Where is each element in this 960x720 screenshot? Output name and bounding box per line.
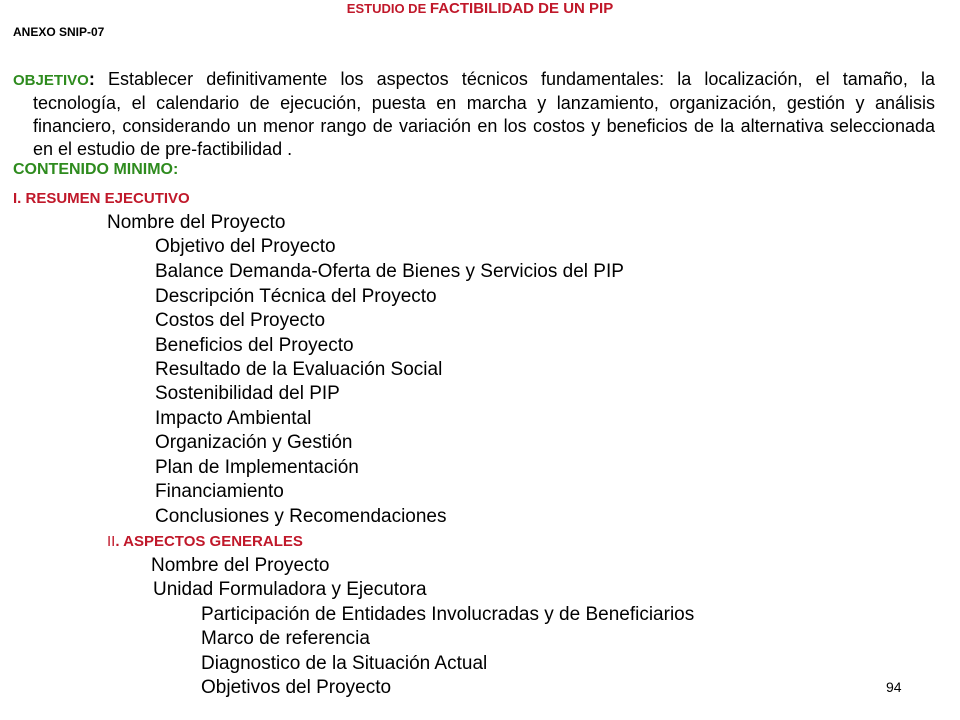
list-item: Financiamiento bbox=[155, 481, 284, 502]
section-2-title: . ASPECTOS GENERALES bbox=[115, 533, 303, 550]
title-main: FACTIBILIDAD DE UN PIP bbox=[429, 0, 614, 17]
list-item: Descripción Técnica del Proyecto bbox=[155, 286, 437, 307]
objective-paragraph bbox=[13, 68, 935, 161]
list-item: Beneficios del Proyecto bbox=[155, 335, 354, 356]
section-2-heading bbox=[107, 533, 303, 550]
list-item: Objetivos del Proyecto bbox=[201, 677, 392, 698]
list-item: Resultado de la Evaluación Social bbox=[155, 359, 443, 380]
list-item: Nombre del Proyecto bbox=[151, 555, 330, 576]
list-item: Objetivo del Proyecto bbox=[155, 236, 336, 257]
section-2-roman: II bbox=[107, 533, 116, 550]
list-item: Marco de referencia bbox=[201, 628, 370, 649]
list-item: Sostenibilidad del PIP bbox=[155, 383, 340, 404]
title-prefix: ESTUDIO DE bbox=[346, 1, 430, 16]
annex-label: ANEXO SNIP-07 bbox=[13, 25, 105, 39]
objective-label: OBJETIVO bbox=[13, 72, 89, 89]
list-item: Unidad Formuladora y Ejecutora bbox=[153, 579, 427, 600]
list-item: Costos del Proyecto bbox=[155, 310, 326, 331]
list-item: Organización y Gestión bbox=[155, 432, 353, 453]
list-item: Diagnostico de la Situación Actual bbox=[201, 653, 488, 674]
list-item: Balance Demanda-Oferta de Bienes y Servicios del PIP bbox=[155, 261, 624, 282]
section-1-heading: I. RESUMEN EJECUTIVO bbox=[13, 190, 190, 207]
page-number: 94 bbox=[886, 679, 902, 695]
list-item: Nombre del Proyecto bbox=[107, 212, 286, 233]
list-item: Plan de Implementación bbox=[155, 457, 359, 478]
list-item: Participación de Entidades Involucradas y de Beneficiarios bbox=[201, 604, 695, 625]
list-item: Conclusiones y Recomendaciones bbox=[155, 506, 447, 527]
document-title bbox=[0, 0, 960, 17]
objective-text: Establecer definitivamente los aspectos técnicos fundamentales: la localización, el tamaño, la tecnología, el calendario de ejecución, puesta en marcha y lanzamiento, organización, gestión y análisis financiero, considerando un menor rango de variación en los costos y beneficios de la alternativa seleccionada en el estudio de pre-factibilidad . bbox=[33, 69, 935, 159]
list-item: Impacto Ambiental bbox=[155, 408, 312, 429]
content-heading: CONTENIDO MINIMO: bbox=[13, 161, 179, 178]
objective-colon: : bbox=[88, 69, 95, 89]
